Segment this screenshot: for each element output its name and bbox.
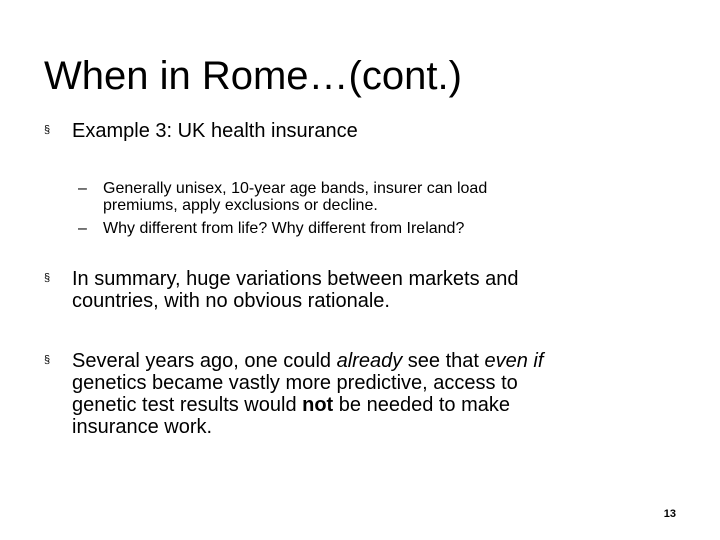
dash-marker: – (78, 220, 87, 237)
subbullet-line: Generally unisex, 10-year age bands, insurer can load (103, 180, 488, 197)
bullet-text: Example 3: UK health insurance (72, 120, 358, 142)
bullet-several-years (44, 350, 684, 440)
emphasis-even-if: even if (484, 350, 544, 372)
bullet-example-3 (44, 120, 684, 144)
bullet-text (72, 268, 672, 312)
subbullet-why-different (78, 220, 658, 238)
text-run: Several years ago, one could (72, 350, 337, 372)
bullet-line-2: genetics became vastly more predictive, access to (72, 372, 518, 394)
emphasis-already: already (336, 350, 403, 372)
dash-marker: – (78, 180, 87, 197)
subbullet-text (103, 180, 643, 214)
subbullet-text: Why different from life? Why different from Ireland? (103, 220, 465, 237)
bullet-line-1 (72, 350, 543, 372)
bullet-line-4: insurance work. (72, 416, 213, 438)
bullet-marker: § (44, 354, 51, 366)
text-run: see that (402, 350, 485, 372)
text-run: genetic test results would (72, 394, 303, 416)
subbullet-line: premiums, apply exclusions or decline. (103, 197, 378, 214)
subbullet-unisex (78, 180, 658, 216)
strong-not: not (302, 394, 334, 416)
bullet-summary (44, 268, 684, 314)
bullet-text (72, 350, 672, 438)
slide-title: When in Rome…(cont.) (44, 54, 462, 98)
bullet-line: In summary, huge variations between markets and (72, 268, 519, 290)
bullet-line-3 (72, 394, 510, 416)
bullet-marker: § (44, 124, 51, 136)
text-run: be needed to make (333, 394, 511, 416)
page-number: 13 (663, 508, 676, 520)
bullet-line: countries, with no obvious rationale. (72, 290, 390, 312)
bullet-marker: § (44, 272, 51, 284)
